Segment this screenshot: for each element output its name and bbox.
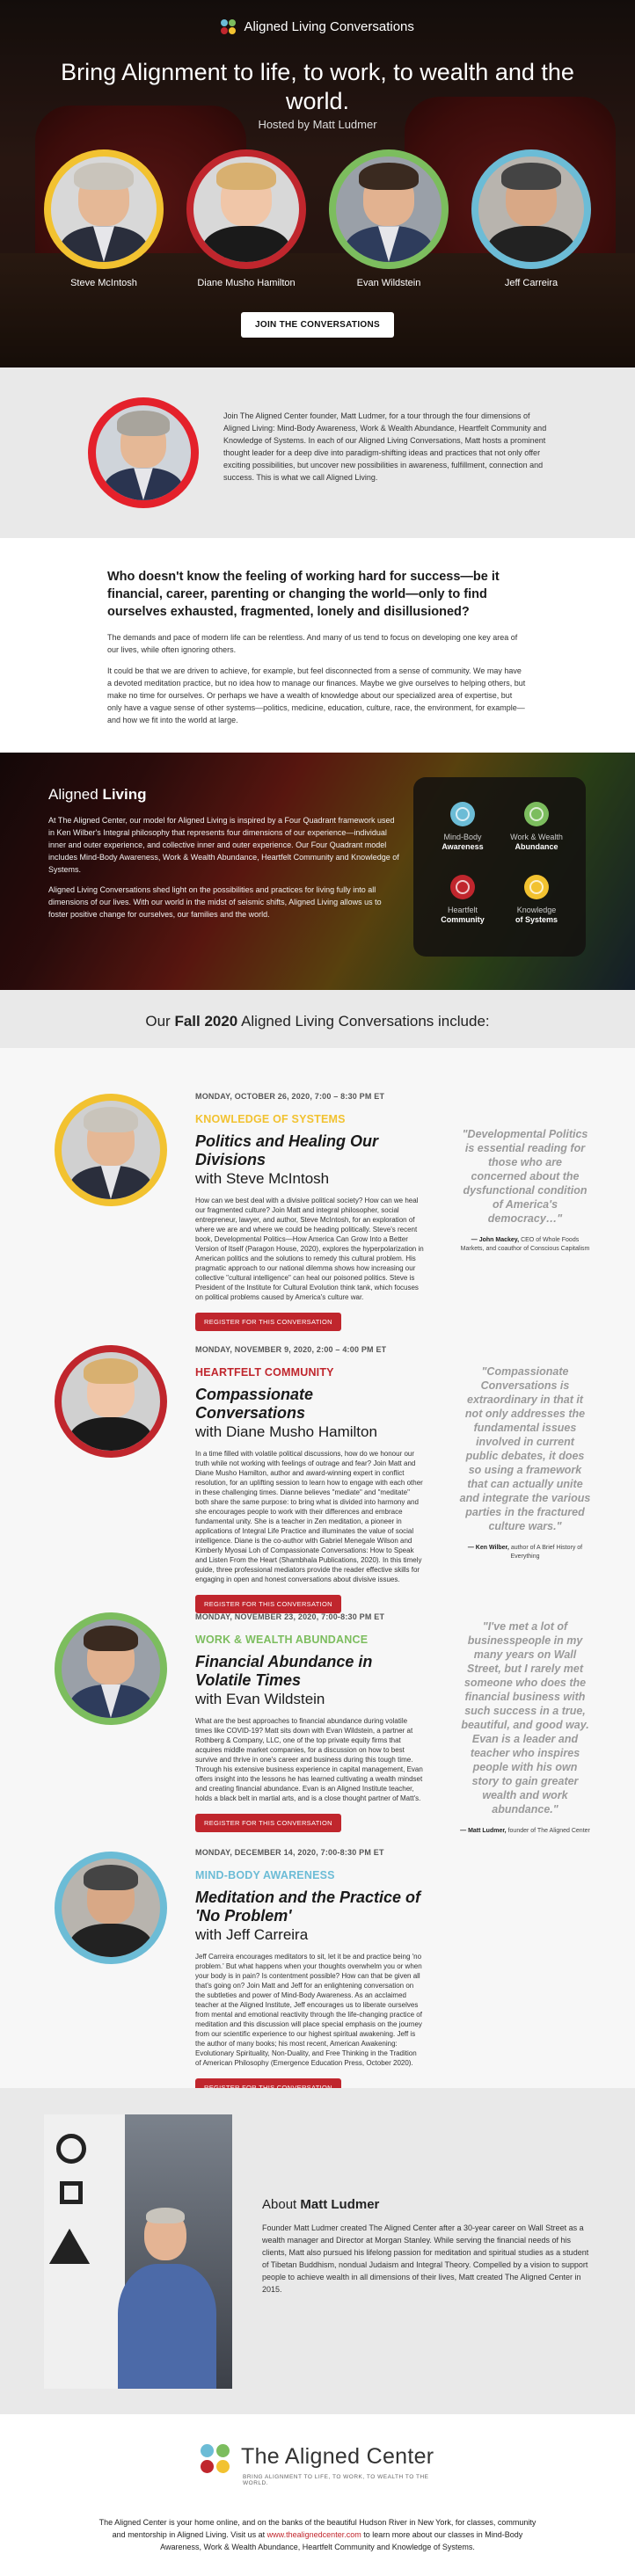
speaker-diane[interactable] [186,149,306,288]
speaker-jeff[interactable] [471,149,591,288]
quote-attribution [459,1544,591,1561]
program-speaker: with Steve McIntosh [195,1170,330,1187]
quote-author-role: founder of The Aligned Center [507,1828,590,1834]
host-photo [44,2114,232,2389]
essay-section [0,538,635,753]
footer-text-a: The Aligned Center is your home online, and on the banks of the beautiful Hudson River in New York, for classes, community and mentorship in Aligned Living. Visit us at [99,2518,536,2539]
program-date: MONDAY, NOVEMBER 9, 2020, 2:00 – 4:00 PM ET [195,1345,387,1354]
avatar [329,149,449,269]
website-link[interactable]: www.thealignedcenter.com [266,2530,361,2539]
join-conversations-button[interactable]: JOIN THE CONVERSATIONS [241,312,394,338]
heartfelt-icon [450,875,475,899]
mind-body-icon [450,802,475,826]
program-category: MIND-BODY AWARENESS [195,1869,335,1881]
aligned-center-logo[interactable] [201,2444,438,2486]
speaker-portraits [0,149,635,288]
fall-heading-pre: Our [145,1013,171,1030]
speaker-name: Steve McIntosh [70,278,137,288]
program-description: How can we best deal with a divisive political society? How can we heal our fragmented culture? Join Matt and integral philosopher, social entrepreneur, lawyer, and author, Steve McIntosh, for an exploration of where we are and where we could be heading politically. Steve's recent book, Developmental Politics—How America Can Grow Into a Better Version of Itself (Paragon House, 2020), explores the hyperpolarization in American politics and the solutions to remedy this cultural problem. His pragmatic approach to our national dilemma shows how increasing our collective "cultural intelligence" can heal our poisoned politics. Steve is President of the Institute for Cultural Evolution think tank, which focuses on political problems caused by America's culture war. [195,1197,424,1301]
program-title: Financial Abundance in Volatile Times [195,1653,373,1689]
program-body [195,1848,424,2097]
essay-heading: Who doesn't know the feeling of working hard for success—be it financial, career, parenting or changing the world—only to find ourselves exhausted, fragmented, lonely and disillusioned? [107,570,500,619]
program-title: Compassionate Conversations [195,1386,314,1422]
quote-attribution [459,1236,591,1254]
program-title: Politics and Healing Our Divisions [195,1132,379,1168]
knowledge-icon [524,875,549,899]
quadrant-label-bold: Awareness [442,842,484,851]
program-date: MONDAY, OCTOBER 26, 2020, 7:00 – 8:30 PM ET [195,1092,385,1101]
essay-paragraph: It could be that we are driven to achieve, for example, but feel disconnected from a sense of community. We may have a devoted meditation practice, but no idea how to manage our finances. Maybe we give ourselves to helping others, but make no time for ourselves. Or perhaps we have a wealth of knowledge about our specialized area of expertise, but only have a vague sense of other systems—politics, medicine, education, culture, race, the environment, for example—and how we fit into the world at large. [107,666,526,724]
logo-tagline: BRING ALIGNMENT TO LIFE, TO WORK, TO WEALTH TO THE WORLD. [243,2474,429,2486]
quadrant-label: Mind-Body [443,833,482,841]
program-speaker: with Diane Musho Hamilton [195,1423,377,1440]
speaker-evan[interactable] [329,149,449,288]
about-heading-name: Matt Ludmer [300,2197,380,2212]
quote-author: — Matt Ludmer, [460,1828,507,1834]
quadrant-label: Knowledge [516,906,557,914]
quadrant-heartfelt[interactable] [426,875,500,932]
program-quote [459,1619,591,1836]
logo-icon [201,2444,232,2476]
avatar [55,1345,167,1458]
about-heading [262,2197,379,2212]
fall-heading-post: Aligned Living Conversations include: [241,1013,490,1030]
quadrant-work-wealth[interactable] [500,802,573,859]
four-quadrant-panel [413,777,586,957]
register-button[interactable]: REGISTER FOR THIS CONVERSATION [195,1595,341,1613]
aligned-living-text [48,786,400,928]
program-date: MONDAY, DECEMBER 14, 2020, 7:00-8:30 PM ET [195,1848,384,1857]
quadrant-label: Work & Wealth [510,833,563,841]
program-category: HEARTFELT COMMUNITY [195,1366,334,1379]
brand-header[interactable] [0,19,635,35]
quote-text: "I've met a lot of businesspeople in my many years on Wall Street, but I rarely met someone who does the financial business with such success in a true, beautiful, and good way. Evan is a leader and teacher who inspires people with his own story to gain greater wealth and work abundance." [461,1620,589,1816]
fall-heading-bold: Fall 2020 [174,1013,238,1030]
quadrant-label-bold: of Systems [515,915,558,924]
brand-name: Aligned Living Conversations [244,19,414,34]
aligned-living-title [48,786,400,804]
quadrant-mind-body[interactable] [426,802,500,859]
avatar [55,1094,167,1206]
hero-headline: Bring Alignment to life, to work, to wealth and the world. [61,59,574,114]
quote-author: — John Mackey, [471,1237,520,1243]
wall-art-circle [56,2134,86,2164]
register-button[interactable]: REGISTER FOR THIS CONVERSATION [195,1814,341,1832]
hero-host: Hosted by Matt Ludmer [258,118,377,131]
avatar [55,1852,167,1964]
title-part: Aligned [48,786,99,803]
quote-attribution [459,1827,591,1836]
quote-text: "Compassionate Conversations is extraordinary in that it not only addresses the fundamental issues involved in current public debates, it does so using a framework that can actually unite and integrate the various parties in the fractured culture wars." [459,1365,591,1532]
quadrant-label-bold: Community [441,915,485,924]
program-quote [459,1364,591,1561]
speaker-name: Diane Musho Hamilton [197,278,296,288]
program-category: KNOWLEDGE OF SYSTEMS [195,1113,346,1125]
programs-section [0,1048,635,2088]
speaker-name: Jeff Carreira [504,278,558,288]
program-body [195,1092,424,1331]
about-section [0,2088,635,2414]
quote-author: — Ken Wilber, [467,1545,509,1551]
host-avatar [88,397,199,508]
program-quote [459,1127,591,1254]
register-button[interactable]: REGISTER FOR THIS CONVERSATION [195,1313,341,1331]
program-description: Jeff Carreira encourages meditators to sit, let it be and practice being 'no problem.' But what happens when your thoughts overwhelm you or when your body is in pain? Is contentment possible? How can that be given all that's going on? Join Matt and Jeff for an enlightening conversation on the subtleties and power of Mind-Body Awareness. As an acclaimed teacher at the Aligned Institute, Jeff encourages us to liberate ourselves from mental and emotional reactivity through the life-changing practice of meditation and this discussion will place special emphasis on the journey from our scientific experience to our highest spiritual awakening. Jeff is the author of many books; his most recent, American Awakening: Evolutionary Spirituality, Non-Duality, and Free Thinking in the Tradition of American Philosophy (Emergence Education Press, October 2020). [195,1953,422,2067]
quote-author-role: CEO of Whole Foods Markets, and coauthor of Conscious Capitalism [460,1237,590,1252]
intro-section [0,367,635,538]
program-title: Meditation and the Practice of 'No Problem' [195,1888,421,1925]
avatar [44,149,164,269]
aligned-living-section [0,753,635,990]
program-category: WORK & WEALTH ABUNDANCE [195,1634,369,1646]
program-speaker: with Evan Wildstein [195,1691,325,1707]
quadrant-label: Heartfelt [447,906,478,914]
host-figure [114,2211,220,2389]
avatar [186,149,306,269]
program-date: MONDAY, NOVEMBER 23, 2020, 7:00-8:30 PM ET [195,1612,385,1621]
avatar [55,1612,167,1725]
program-speaker: with Jeff Carreira [195,1926,309,1943]
program-description: What are the best approaches to financial abundance during volatile times like COVID-19? Matt sits down with Evan Wildstein, a partner at Rothberg & Company, LLC, one of the top private equity firms that acquires middle market companies, for a discussion on how to best survive and thrive in one's career and business during this tough time. Through his extensive business experience in capital management, Evan offers insight into the lessons he has learned cultivating a wealth mindset and creating financial abundance. Evan is an Aligned Institute teacher, holds a black belt in martial arts, and is a close thought partner of Matt's. [195,1717,423,1802]
footer-text-b: to learn more about our classes in Mind-Body Awareness, Work & Wealth Abundance, Heartfelt Community and Knowledge of Systems. [160,2530,523,2551]
quadrant-label-bold: Abundance [515,842,558,851]
program-body [195,1612,424,1832]
aligned-paragraph: At The Aligned Center, our model for Aligned Living is inspired by a Four Quadrant framework used in Ken Wilber's Integral philosophy that represents four dimensions of our experience—individual inner and outer experience, and collective inner and outer experience. Our Four Quadrant model includes Mind-Body Awareness, Work & Wealth Abundance, Heartfelt Community and Knowledge of Systems. [48,816,399,874]
intro-text: Join The Aligned Center founder, Matt Ludmer, for a tour through the four dimensions of Aligned Living: Mind-Body Awareness, Work & Wealth Abundance, Heartfelt Community and Knowledge of Systems. In each of our Aligned Living Conversations, Matt hosts a prominent thought leader for a deep dive into paradigm-shifting ideas and practices that not only offer exciting possibilities, but uncover new possibilities in awareness, fulfillment, connection and success. This is what we call Aligned Living. [223,411,547,482]
about-heading-pre: About [262,2197,297,2212]
brand-logo-icon [221,19,237,35]
work-wealth-icon [524,802,549,826]
wall-art-square [60,2181,83,2204]
essay-paragraph: The demands and pace of modern life can be relentless. And many of us tend to focus on developing one key area of our lives, while often ignoring others. [107,633,518,654]
quote-author-role: author of A Brief History of Everything [510,1545,583,1560]
program-body [195,1345,424,1613]
quote-text: "Developmental Politics is essential reading for those who are concerned about the dysfunctional condition of America's democracy…" [462,1128,588,1225]
about-text: Founder Matt Ludmer created The Aligned Center after a 30-year career on Wall Street as a wealth manager and Director at Morgan Stanley. While serving the financial needs of his clients, Matt also pursued his lifelong passion for meditation and spiritual studies as a student of Tibetan Buddhism, nondual Judaism and Integral Theory. Compelled by a vision to support people to achieve wealth in all dimensions of their lives, Matt created The Aligned Center in 2015. [262,2223,589,2294]
program-description: In a time filled with volatile political discussions, how do we honour our truth while not working with feelings of outrage and fear? Join Matt and Diane Musho Hamilton, author and award-winning expert in conflict resolution, for an uplifting session to learn how to engage with each other in these challenging times. Dianne believes "mediate" and "meditate" both share the same purpose: to bring what is divided into harmony and she encourages people to work with their differences and embrace fundamental unity. She is a teacher in Zen meditation, a pioneer in applications of Integral Life Practice and illuminates the value of social intelligence. Diane is the co-author with Gabriel Menegale Wilson and Kimberly Myosai Loh of Compassionate Conversations: How to Speak and Listen From the Heart (Shambhala Publications, 2020). In this timely guide, three professional mediators provide the reader effective skills for engaging in open and honest conversations about divisive issues. [195,1450,423,1583]
aligned-paragraph: Aligned Living Conversations shed light on the possibilities and practices for living fully into all dimensions of our lives. With our world in the midst of seismic shifts, Aligned Living allows us to foster positive change for ourselves, our families and the world. [48,885,382,919]
footer-text [97,2516,538,2553]
footer [0,2414,635,2576]
speaker-steve[interactable] [44,149,164,288]
logo-name: The Aligned Center [241,2444,434,2469]
avatar [471,149,591,269]
fall-heading [0,990,635,1048]
hero-section [0,0,635,367]
speaker-name: Evan Wildstein [356,278,421,288]
quadrant-knowledge[interactable] [500,875,573,932]
title-part-bold: Living [102,786,147,803]
